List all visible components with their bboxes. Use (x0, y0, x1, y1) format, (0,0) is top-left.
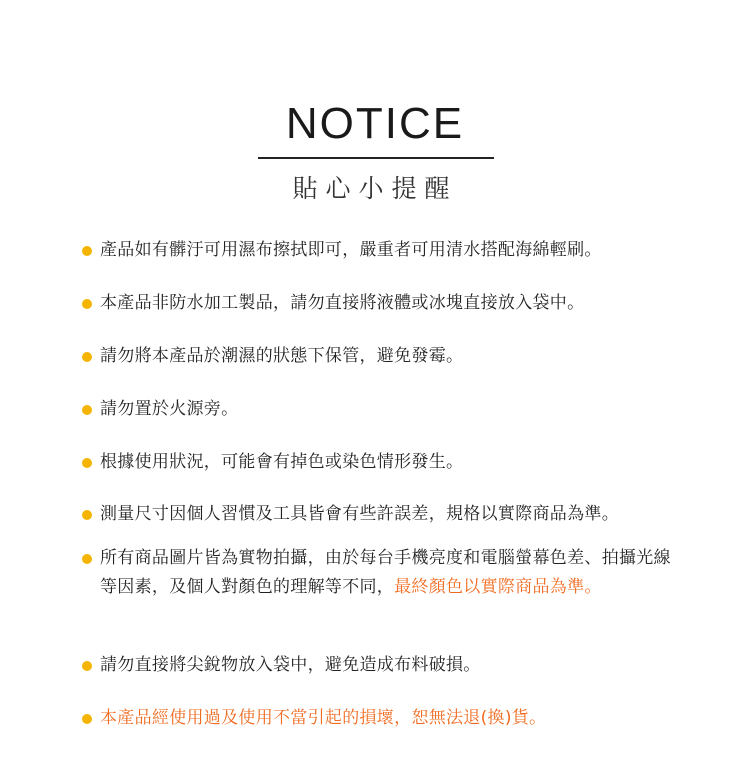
list-item (82, 544, 682, 602)
list-item (82, 236, 682, 265)
bullet-dot-icon (82, 458, 92, 468)
notice-text: 請勿直接將尖銳物放入袋中，避免造成布料破損。 (100, 655, 481, 675)
notice-text: 測量尺寸因個人習慣及工具皆會有些許誤差，規格以實際商品為準。 (100, 504, 619, 524)
notice-text: 請勿置於火源旁。 (100, 399, 239, 419)
notice-text: 本產品非防水加工製品，請勿直接將液體或冰塊直接放入袋中。 (100, 293, 585, 313)
notice-text: 根據使用狀況，可能會有掉色或染色情形發生。 (100, 452, 464, 472)
notice-title: NOTICE (285, 99, 465, 148)
notice-text-warning: 本產品經使用過及使用不當引起的損壞，恕無法退(換)貨。 (100, 708, 547, 728)
list-item (82, 342, 682, 371)
notice-text: 請勿將本產品於潮濕的狀態下保管，避免發霉。 (100, 346, 464, 366)
bullet-dot-icon (82, 405, 92, 415)
bullet-dot-icon (82, 554, 92, 564)
bullet-dot-icon (82, 299, 92, 309)
list-item (82, 651, 682, 680)
notice-text-highlight: 最終顏色以實際商品為準。 (394, 577, 602, 597)
list-item (82, 395, 682, 424)
notice-text (100, 544, 682, 602)
bullet-dot-icon (82, 510, 92, 520)
bullet-dot-icon (82, 352, 92, 362)
notice-subtitle: 貼心小提醒 (292, 174, 458, 203)
list-item (82, 500, 682, 529)
list-item (82, 704, 682, 733)
bullet-dot-icon (82, 714, 92, 724)
bullet-dot-icon (82, 661, 92, 671)
list-item (82, 289, 682, 318)
bullet-dot-icon (82, 246, 92, 256)
list-item (82, 448, 682, 477)
notice-text: 產品如有髒汙可用濕布擦拭即可，嚴重者可用清水搭配海綿輕刷。 (100, 240, 602, 260)
notice-text-main: 所有商品圖片皆為實物拍攝，由於每台手機亮度和電腦螢幕色差、拍攝光線等因素，及個人對顏色的理解等不同， (100, 548, 671, 597)
